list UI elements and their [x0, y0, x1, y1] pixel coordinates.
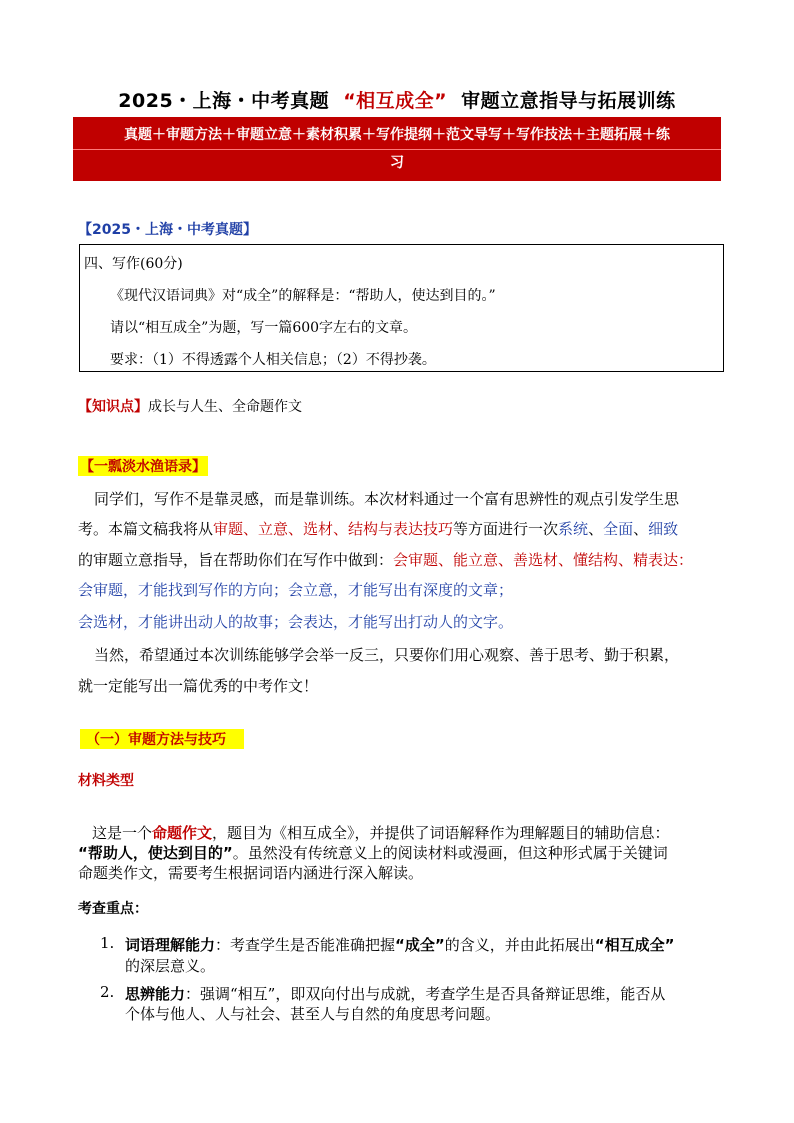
question-line-1: 《现代汉语词典》对“成全”的解释是：“帮助人，使达到目的。”	[110, 288, 496, 304]
intro-para-line-7: 就一定能写出一篇优秀的中考作文！	[78, 677, 319, 695]
material-line-3: 命题类作文，需要考生根据词语内涵进行深入解读。	[78, 864, 424, 882]
list-item-2-line-1: 思辨能力：强调“相互”，即双向付出与成就，考查学生是否具备辩证思维，能否从	[125, 985, 666, 1003]
title-highlight: “相互成全”	[343, 90, 448, 112]
intro-para-line-1: 同学们，写作不是靠灵感，而是靠训练。本次材料通过一个富有思辨性的观点引发学生思	[94, 490, 680, 508]
title-right: 审题立意指导与拓展训练	[461, 90, 676, 112]
intro-para-line-2: 考。本篇文稿我将从审题、立意、选材、结构与表达技巧等方面进行一次系统、全面、细致	[78, 520, 679, 538]
list-item-2-number: 2.	[100, 983, 115, 1001]
list-item-1-line-2: 的深层意义。	[125, 957, 216, 975]
exam-heading: 【2025・上海・中考真题】	[78, 222, 257, 238]
page-title	[0, 86, 794, 113]
knowledge-point	[78, 396, 302, 416]
focus-heading: 考查重点：	[78, 901, 148, 917]
material-line-2: “帮助人，使达到目的”。虽然没有传统意义上的阅读材料或漫画，但这种形式属于关键词	[78, 844, 668, 862]
banner-divider	[73, 149, 721, 150]
question-heading: 四、写作(60分)	[84, 256, 183, 272]
intro-heading: 【一瓢淡水渔语录】	[78, 456, 208, 476]
material-type-heading: 材料类型	[78, 773, 134, 789]
banner-line-2: 习	[390, 155, 404, 171]
material-line-1: 这是一个命题作文，题目为《相互成全》，并提供了词语解释作为理解题目的辅助信息：	[92, 824, 670, 842]
question-line-3: 要求：（1）不得透露个人相关信息；（2）不得抄袭。	[110, 352, 436, 368]
banner-line-1: 真题＋审题方法＋审题立意＋素材积累＋写作提纲＋范文导写＋写作技法＋主题拓展＋练	[124, 127, 670, 143]
knowledge-label: 【知识点】	[78, 399, 148, 415]
title-left: 2025・上海・中考真题	[118, 90, 330, 112]
section1-heading: （一）审题方法与技巧	[80, 729, 244, 749]
intro-para-line-6: 当然，希望通过本次训练能够学会举一反三，只要你们用心观察、善于思考、勤于积累，	[94, 646, 680, 664]
intro-para-line-5: 会选材，才能讲出动人的故事；会表达，才能写出打动人的文字。	[78, 613, 514, 631]
list-item-1-number: 1.	[100, 934, 115, 952]
list-item-2-line-2: 个体与他人、人与社会、甚至人与自然的角度思考问题。	[125, 1005, 501, 1023]
question-box	[79, 244, 724, 372]
list-item-1-line-1: 词语理解能力：考查学生是否能准确把握“成全”的含义，并由此拓展出“相互成全”	[125, 936, 675, 954]
contents-banner	[73, 117, 721, 181]
knowledge-text: 成长与人生、全命题作文	[148, 399, 302, 415]
intro-para-line-4: 会审题，才能找到写作的方向；会立意，才能写出有深度的文章；	[78, 581, 514, 599]
intro-para-line-3: 的审题立意指导，旨在帮助你们在写作中做到：会审题、能立意、善选材、懂结构、精表达：	[78, 551, 694, 569]
question-line-2: 请以“相互成全”为题，写一篇600字左右的文章。	[110, 320, 418, 336]
